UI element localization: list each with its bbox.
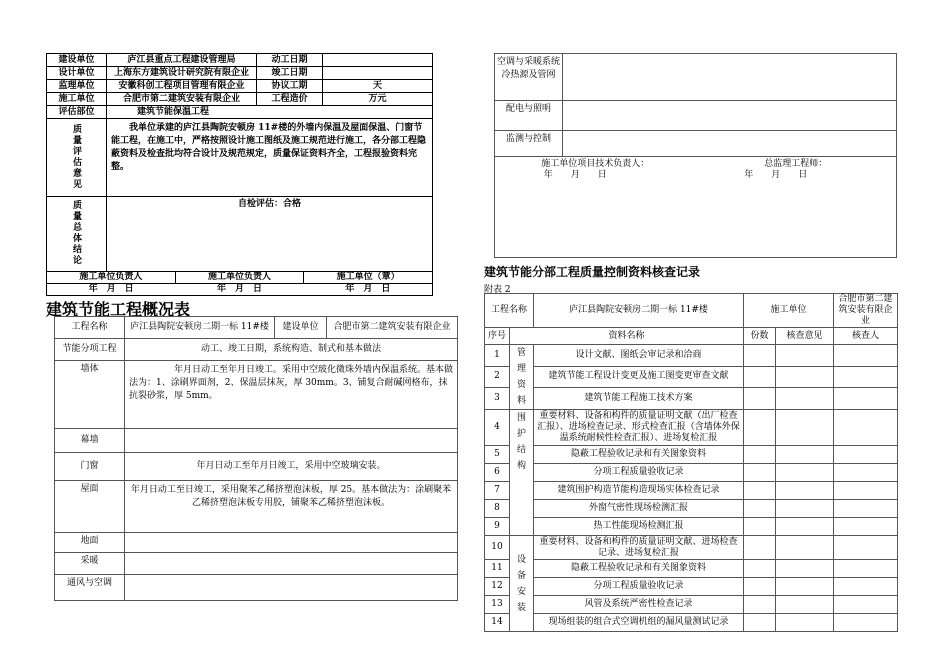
field-label: 动工日期 — [257, 54, 323, 67]
table-row — [495, 131, 897, 157]
item-name: 隐蔽工程验收记录和有关图象资料 — [534, 446, 744, 464]
header-count: 份数 — [744, 328, 776, 345]
item-number: 7 — [485, 482, 510, 500]
item-name: 热工性能现场检测汇报 — [534, 518, 744, 536]
overview-value: 动工、竣工日期，系统构造、制式和基本做法 — [125, 339, 458, 361]
chief-supervisor-signature: 总监理工程师： — [764, 159, 828, 169]
field-label: 建设单位 — [47, 54, 107, 67]
signature-label: 施工单位（章） — [336, 272, 400, 282]
header-reviewer: 核查人 — [834, 328, 898, 345]
checklist-row — [485, 596, 898, 614]
system-value — [563, 54, 897, 101]
table-row — [47, 119, 433, 197]
item-number: 8 — [485, 500, 510, 518]
overview-label: 建设单位 — [275, 317, 327, 339]
overview-label: 采暖 — [55, 553, 125, 575]
category-label: 管理资料 — [510, 345, 534, 410]
header-opinion: 核查意见 — [776, 328, 834, 345]
field-value: 庐江县重点工程建设管理局 — [107, 54, 257, 67]
field-value: 合肥市第二建筑安装有限企业 — [107, 93, 257, 106]
table-row — [47, 54, 433, 67]
table-row — [55, 429, 458, 453]
item-opinion — [776, 500, 834, 518]
item-count — [744, 410, 776, 446]
tech-lead-signature: 施工单位项目技术负责人： — [541, 159, 650, 169]
overall-label: 质量总体结论 — [47, 197, 107, 272]
header-no: 序号 — [485, 328, 510, 345]
item-reviewer — [834, 578, 898, 596]
table-row — [47, 80, 433, 93]
checklist-row — [485, 464, 898, 482]
unit-value: 合肥市第二建筑安装有限企业 — [834, 294, 898, 328]
table-row — [495, 157, 897, 258]
item-count — [744, 345, 776, 367]
item-number: 14 — [485, 614, 510, 632]
item-count — [744, 500, 776, 518]
item-opinion — [776, 345, 834, 367]
item-reviewer — [834, 614, 898, 632]
overall-conclusion: 自检评估：合格 — [107, 197, 433, 272]
item-opinion — [776, 614, 834, 632]
item-name: 重要材料、设备和构件的质量证明文献、进场检查记录、进场复检汇报 — [534, 536, 744, 560]
item-reviewer — [834, 560, 898, 578]
field-label: 设计单位 — [47, 67, 107, 80]
item-count — [744, 560, 776, 578]
field-value: 安徽科创工程项目管理有限企业 — [107, 80, 257, 93]
item-reviewer — [834, 345, 898, 367]
overview-value — [125, 429, 458, 453]
item-reviewer — [834, 366, 898, 388]
quality-opinion: 我单位承建的庐江县陶院安顿房 11#楼的外墙内保温及屋面保温、门窗节能工程，在施工中，严格按照设计施工图纸及施工规范进行施工，各分部工程隐蔽资料及检查批均符合设计及规范规定，质量保证资料齐全，工程报验资料完整。 — [107, 119, 433, 197]
overview-value: 合肥市第二建筑安装有限企业 — [327, 317, 458, 339]
item-reviewer — [834, 596, 898, 614]
item-reviewer — [834, 482, 898, 500]
item-number: 12 — [485, 578, 510, 596]
checklist-title: 建筑节能分部工程质量控制资料核查记录 — [484, 265, 701, 279]
overview-label: 墙体 — [55, 361, 125, 429]
part-label: 评估部位 — [47, 106, 107, 119]
item-opinion — [776, 366, 834, 388]
item-count — [744, 446, 776, 464]
overview-label: 屋面 — [55, 481, 125, 533]
field-label: 竣工日期 — [257, 67, 323, 80]
item-opinion — [776, 518, 834, 536]
item-number: 11 — [485, 560, 510, 578]
overview-label: 门窗 — [55, 453, 125, 481]
field-label: 工程造价 — [257, 93, 323, 106]
item-number: 1 — [485, 345, 510, 367]
item-number: 2 — [485, 366, 510, 388]
item-count — [744, 482, 776, 500]
item-reviewer — [834, 518, 898, 536]
system-label: 空调与采暖系统冷热源及管网 — [495, 54, 563, 101]
item-count — [744, 518, 776, 536]
overview-value: 庐江县陶院安顿房二期一标 11#楼 — [125, 317, 275, 339]
overview-label: 幕墙 — [55, 429, 125, 453]
table-row — [47, 67, 433, 80]
field-label: 监理单位 — [47, 80, 107, 93]
item-count — [744, 464, 776, 482]
table-row — [55, 481, 458, 533]
item-opinion — [776, 410, 834, 446]
item-reviewer — [834, 388, 898, 410]
field-value: 万元 — [323, 93, 433, 106]
header-name: 资料名称 — [510, 328, 744, 345]
item-name: 外窗气密性现场检测汇报 — [534, 500, 744, 518]
field-label: 协议工期 — [257, 80, 323, 93]
item-number: 9 — [485, 518, 510, 536]
item-number: 5 — [485, 446, 510, 464]
table-row — [485, 294, 898, 328]
item-opinion — [776, 536, 834, 560]
item-opinion — [776, 482, 834, 500]
signature-label: 施工单位负责人 — [47, 272, 176, 283]
system-value — [563, 131, 897, 157]
item-count — [744, 596, 776, 614]
item-name: 设计文献、图纸会审记录和洽商 — [534, 345, 744, 367]
item-name: 建筑节能工程设计变更及施工图变更审查文献 — [534, 366, 744, 388]
item-reviewer — [834, 464, 898, 482]
checklist-row — [485, 560, 898, 578]
overview-label: 地面 — [55, 533, 125, 553]
table-row — [47, 106, 433, 119]
item-reviewer — [834, 500, 898, 518]
evaluation-table — [46, 53, 433, 296]
item-name: 分项工程质量验收记录 — [534, 578, 744, 596]
item-name: 隐蔽工程验收记录和有关图象资料 — [534, 560, 744, 578]
item-number: 10 — [485, 536, 510, 560]
checklist-row — [485, 614, 898, 632]
overview-label: 工程名称 — [55, 317, 125, 339]
item-count — [744, 366, 776, 388]
signature-date: 年 月 日 — [216, 284, 262, 294]
overview-label: 通风与空调 — [55, 575, 125, 601]
overview-value: 年月日动工至年月日竣工，采用中空玻璃安装。 — [125, 453, 458, 481]
table-row — [47, 93, 433, 106]
quality-label: 质量评估意见 — [47, 119, 107, 197]
table-row — [495, 54, 897, 101]
overview-value — [125, 553, 458, 575]
item-count — [744, 536, 776, 560]
systems-table — [494, 53, 897, 258]
item-opinion — [776, 596, 834, 614]
table-row — [495, 101, 897, 131]
approval-signatures — [495, 157, 897, 258]
signature-date: 年 月 日 — [345, 284, 391, 294]
part-value: 建筑节能保温工程 — [107, 106, 433, 119]
item-number: 6 — [485, 464, 510, 482]
item-name: 建筑节能工程施工技术方案 — [534, 388, 744, 410]
item-name: 风管及系统严密性检查记录 — [534, 596, 744, 614]
item-opinion — [776, 446, 834, 464]
item-opinion — [776, 578, 834, 596]
overview-table — [54, 316, 458, 601]
table-row — [47, 197, 433, 272]
signature-date: 年 月 日 — [744, 170, 808, 180]
checklist-row — [485, 345, 898, 367]
appendix-label: 附表 2 — [484, 285, 511, 295]
signature-label: 施工单位负责人 — [176, 272, 305, 283]
checklist-table — [484, 293, 898, 632]
table-row — [55, 453, 458, 481]
system-label: 监测与控制 — [495, 131, 563, 157]
overview-title: 建筑节能工程概况表 — [46, 300, 191, 319]
checklist-row — [485, 482, 898, 500]
table-row — [55, 553, 458, 575]
item-reviewer — [834, 446, 898, 464]
checklist-row — [485, 410, 898, 446]
table-row — [485, 328, 898, 345]
category-label: 设备安装 — [510, 536, 534, 632]
table-row — [55, 575, 458, 601]
item-name: 现场组装的组合式空调机组的漏风量测试记录 — [534, 614, 744, 632]
item-count — [744, 578, 776, 596]
checklist-row — [485, 518, 898, 536]
field-value: 天 — [323, 80, 433, 93]
item-reviewer — [834, 410, 898, 446]
checklist-row — [485, 536, 898, 560]
signature-date: 年 月 日 — [543, 170, 607, 180]
checklist-row — [485, 578, 898, 596]
item-number: 13 — [485, 596, 510, 614]
project-value: 庐江县陶院安顿房二期一标 11#楼 — [534, 294, 744, 328]
checklist-row — [485, 500, 898, 518]
checklist-row — [485, 388, 898, 410]
item-name: 重要材料、设备和构件的质量证明文献（出厂检查汇报）、进场检查记录、形式检查汇报（含墙体外保温系统耐候性检查汇报）、进场复检汇报 — [534, 410, 744, 446]
field-value — [323, 67, 433, 80]
item-opinion — [776, 388, 834, 410]
overview-value — [125, 533, 458, 553]
field-value — [323, 54, 433, 67]
signature-row — [47, 272, 433, 296]
item-number: 4 — [485, 410, 510, 446]
table-row — [47, 272, 433, 296]
overview-label: 节能分项工程 — [55, 339, 125, 361]
item-name: 建筑围护构造节能构造现场实体检查记录 — [534, 482, 744, 500]
overview-value: 年月日动工至日竣工，采用聚苯乙稀挤塑泡沫板，厚 25。基本做法为：涂刷聚苯乙稀挤塑泡沫板专用胶，铺聚苯乙稀挤塑泡沫板。 — [125, 481, 458, 533]
item-reviewer — [834, 536, 898, 560]
item-opinion — [776, 464, 834, 482]
field-value: 上海东方建筑设计研究院有限企业 — [107, 67, 257, 80]
table-row — [55, 339, 458, 361]
checklist-row — [485, 366, 898, 388]
system-label: 配电与照明 — [495, 101, 563, 131]
project-label: 工程名称 — [485, 294, 534, 328]
field-label: 施工单位 — [47, 93, 107, 106]
item-count — [744, 388, 776, 410]
signature-date: 年 月 日 — [88, 284, 134, 294]
table-row — [55, 317, 458, 339]
unit-label: 施工单位 — [744, 294, 834, 328]
item-opinion — [776, 560, 834, 578]
checklist-row — [485, 446, 898, 464]
table-row — [55, 361, 458, 429]
system-value — [563, 101, 897, 131]
item-count — [744, 614, 776, 632]
item-number: 3 — [485, 388, 510, 410]
table-row — [55, 533, 458, 553]
overview-value — [125, 575, 458, 601]
item-name: 分项工程质量验收记录 — [534, 464, 744, 482]
overview-value: 年月日动工至年月日竣工。采用中空玻化微珠外墙内保温系统。基本做法为：1、涂刷界面剂，2、保温层抹灰，厚 30mm。3、铺复合耐碱网格布，抹抗裂砂浆，厚 5mm。 — [125, 361, 458, 429]
category-label: 围护结构 — [510, 410, 534, 536]
